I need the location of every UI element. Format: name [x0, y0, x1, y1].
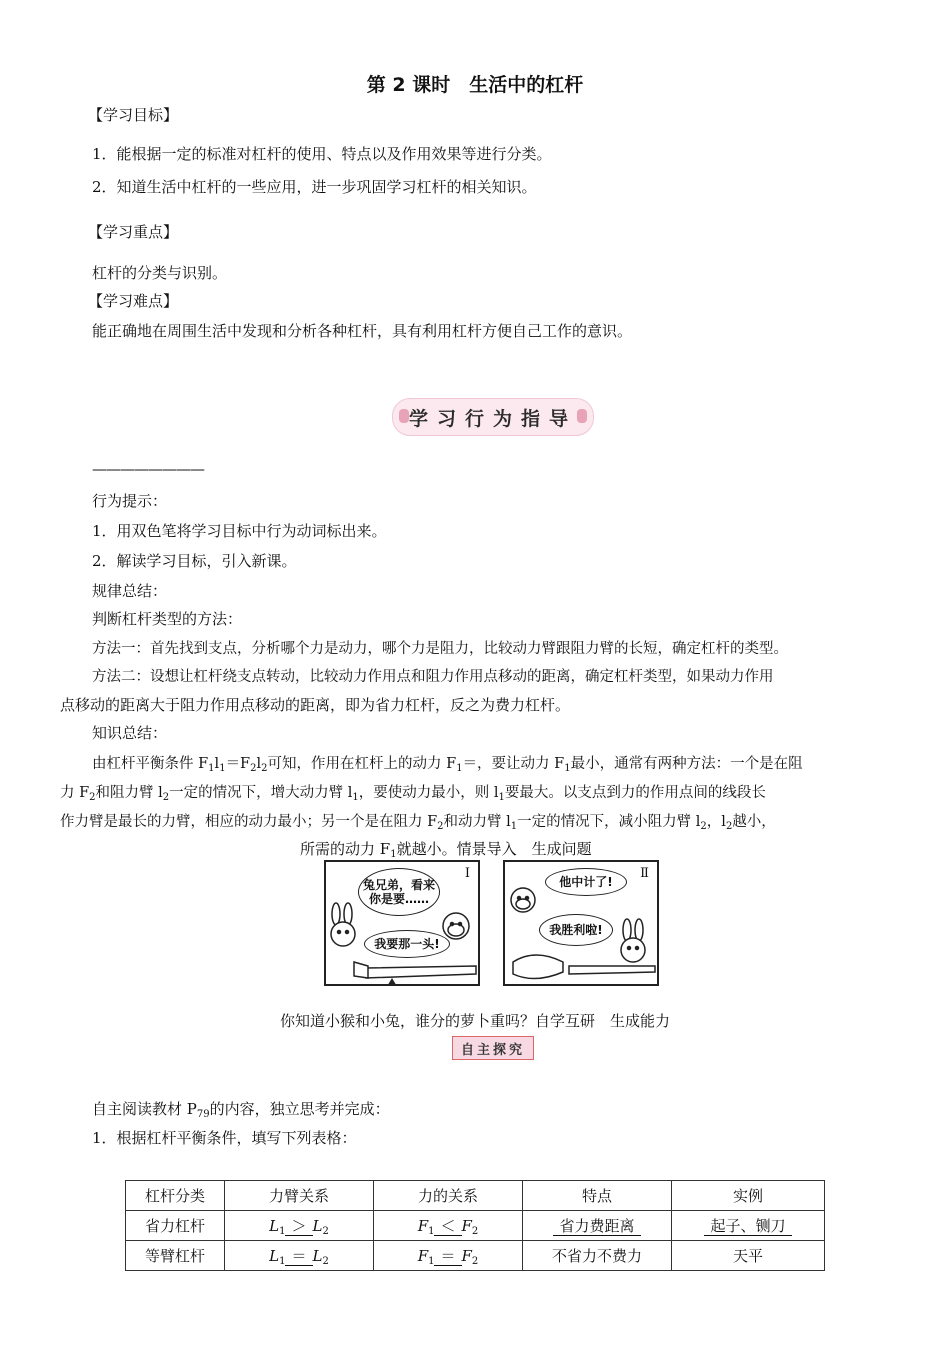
knowledge-line-3: 作力臂是最长的力臂，相应的动力最小；另一个是在阻力 $F_2$和动力臂 $l_1$一定的情况下，减小阻力臂 $l_2$，$l_2$越小，	[60, 814, 776, 832]
lever-example: 天平	[672, 1241, 825, 1271]
arm-relation-value: ＝	[285, 1247, 312, 1266]
page-title: 第 2 课时 生活中的杠杆	[366, 74, 584, 96]
reading-instruction	[92, 1098, 390, 1119]
difficulty-text: 能正确地在周围生活中发现和分析各种杠杆，具有利用杠杆方便自己工作的意识。	[92, 322, 633, 340]
guide-banner	[392, 398, 594, 436]
reading-page: 79	[196, 1109, 210, 1120]
k1c: ＝，要让动力 F	[462, 756, 565, 772]
method-2-line-1: 方法二：设想让杠杆绕支点转动，比较动力作用点和阻力作用点移动的距离，确定杠杆类型，如果动力作用	[92, 669, 774, 685]
goal-2: 2．知道生活中杠杆的一些应用，进一步巩固学习杠杆的相关知识。	[92, 178, 537, 196]
k1b: 可知，作用在杠杆上的动力 F	[267, 756, 457, 772]
lever-example-value: 起子、铡刀	[704, 1217, 791, 1236]
k1a: 由杠杆平衡条件 F	[92, 756, 209, 772]
knowledge-line-1: 由杠杆平衡条件 $F_1l_1=F_2l_2$可知，作用在杠杆上的动力 $F_1=$，要让动力 $F_1$最小，通常有两种方法：一个是在阻	[92, 756, 803, 774]
self-study-tag-text: 自主探究	[460, 1042, 525, 1058]
difficulty-heading: 【学习难点】	[88, 292, 179, 310]
key-heading: 【学习重点】	[88, 223, 179, 241]
speech-bubble-1: 兔兄弟，看来你是要……	[358, 868, 440, 916]
table-header: 力的关系	[374, 1181, 523, 1211]
comic-panel-2	[503, 860, 659, 986]
rabbit-icon	[331, 903, 355, 946]
comic-panel-2-drawing	[505, 862, 657, 984]
lever-feature-value: 省力费距离	[553, 1217, 640, 1236]
behavior-2: 2．解读学习目标，引入新课。	[92, 552, 297, 570]
k3e: 越小，	[732, 814, 776, 830]
divider: ————————	[92, 460, 204, 478]
k1d: 最小，通常有两种方法：一个是在阻	[570, 756, 803, 772]
table-row	[126, 1211, 825, 1241]
knowledge-line-2: 力 $F_2$和阻力臂 $l_2$一定的情况下，增大动力臂 $l_1$，要使动力最小，则 $l_1$要最大。以支点到力的作用点间的线段长	[60, 785, 766, 803]
self-study-tag	[452, 1036, 534, 1060]
guide-banner-text: 学习行为指导	[408, 407, 577, 430]
rule-title: 判断杠杆类型的方法：	[92, 610, 243, 628]
k2e: 要最大。以支点到力的作用点间的线段长	[504, 785, 766, 801]
table-row	[126, 1241, 825, 1271]
lever-feature	[523, 1211, 672, 1241]
method-2-line-2: 点移动的距离大于阻力作用点移动的距离，即为省力杠杆，反之为费力杠杆。	[60, 696, 571, 714]
table-header: 特点	[523, 1181, 672, 1211]
arm-relation: $L_1 > L_2$	[225, 1211, 374, 1241]
goals-heading: 【学习目标】	[88, 106, 179, 124]
knowledge-line-4: 所需的动力 $F_1$就越小。情景导入 生成问题	[300, 840, 592, 860]
force-relation: $F_1 = F_2$	[374, 1241, 523, 1271]
speech-bubble-3: 他中计了!	[545, 868, 627, 896]
k2b: 和阻力臂 l	[95, 785, 163, 801]
arm-relation-value: ＞	[285, 1217, 312, 1236]
comic-question: 你知道小猴和小兔，谁分的萝卜重吗？自学互研 生成能力	[279, 1012, 670, 1030]
comic-panel-1-drawing	[326, 862, 478, 984]
k3a: 作力臂是最长的力臂，相应的动力最小；另一个是在阻力 F	[60, 814, 438, 830]
carrot-icon	[354, 962, 476, 978]
arm-relation: $L_1 = L_2$	[225, 1241, 374, 1271]
lever-type: 等臂杠杆	[126, 1241, 225, 1271]
lever-feature: 不省力不费力	[523, 1241, 672, 1271]
force-relation-value: ＜	[434, 1217, 461, 1236]
reading-a: 自主阅读教材 P	[92, 1100, 197, 1118]
rule-heading: 规律总结：	[92, 582, 168, 600]
k2a: 力 F	[60, 785, 90, 801]
table-header: 力臂关系	[225, 1181, 374, 1211]
behavior-heading: 行为提示：	[92, 492, 168, 510]
fulcrum-icon	[386, 978, 398, 984]
speech-bubble-4: 我胜利啦!	[539, 914, 613, 946]
k2c: 一定的情况下，增大动力臂 l	[169, 785, 353, 801]
force-relation-value: ＝	[434, 1247, 461, 1266]
k3d: ，l	[706, 814, 726, 830]
rabbit-icon	[621, 919, 645, 962]
goal-1: 1．能根据一定的标准对杠杆的使用、特点以及作用效果等进行分类。	[92, 145, 552, 163]
comic-panel-1	[324, 860, 480, 986]
table-header-row	[126, 1181, 825, 1211]
key-text: 杠杆的分类与识别。	[92, 264, 228, 282]
lever-table	[125, 1180, 825, 1271]
knowledge-heading: 知识总结：	[92, 724, 168, 742]
lever-type: 省力杠杆	[126, 1211, 225, 1241]
k4a: 所需的动力 F	[300, 840, 391, 858]
k3c: 一定的情况下，减小阻力臂 l	[517, 814, 701, 830]
panel-2-number: Ⅱ	[640, 866, 649, 881]
task-1: 1．根据杠杆平衡条件，填写下列表格：	[92, 1129, 357, 1147]
table-header: 杠杆分类	[126, 1181, 225, 1211]
reading-b: 的内容，独立思考并完成：	[209, 1100, 390, 1118]
k3b: 和动力臂 l	[443, 814, 511, 830]
monkey-icon	[511, 888, 535, 912]
k4b: 就越小。情景导入 生成问题	[396, 840, 592, 858]
lever-example	[672, 1211, 825, 1241]
speech-bubble-2: 我要那一头!	[364, 930, 450, 958]
panel-1-number: I	[464, 866, 470, 881]
method-1: 方法一：首先找到支点，分析哪个力是动力，哪个力是阻力，比较动力臂跟阻力臂的长短，确定杠杆的类型。	[92, 641, 788, 657]
force-relation: $F_1 < F_2$	[374, 1211, 523, 1241]
behavior-1: 1．用双色笔将学习目标中行为动词标出来。	[92, 522, 387, 540]
k2d: ，要使动力最小，则 l	[358, 785, 499, 801]
monkey-icon	[443, 913, 469, 939]
table-header: 实例	[672, 1181, 825, 1211]
